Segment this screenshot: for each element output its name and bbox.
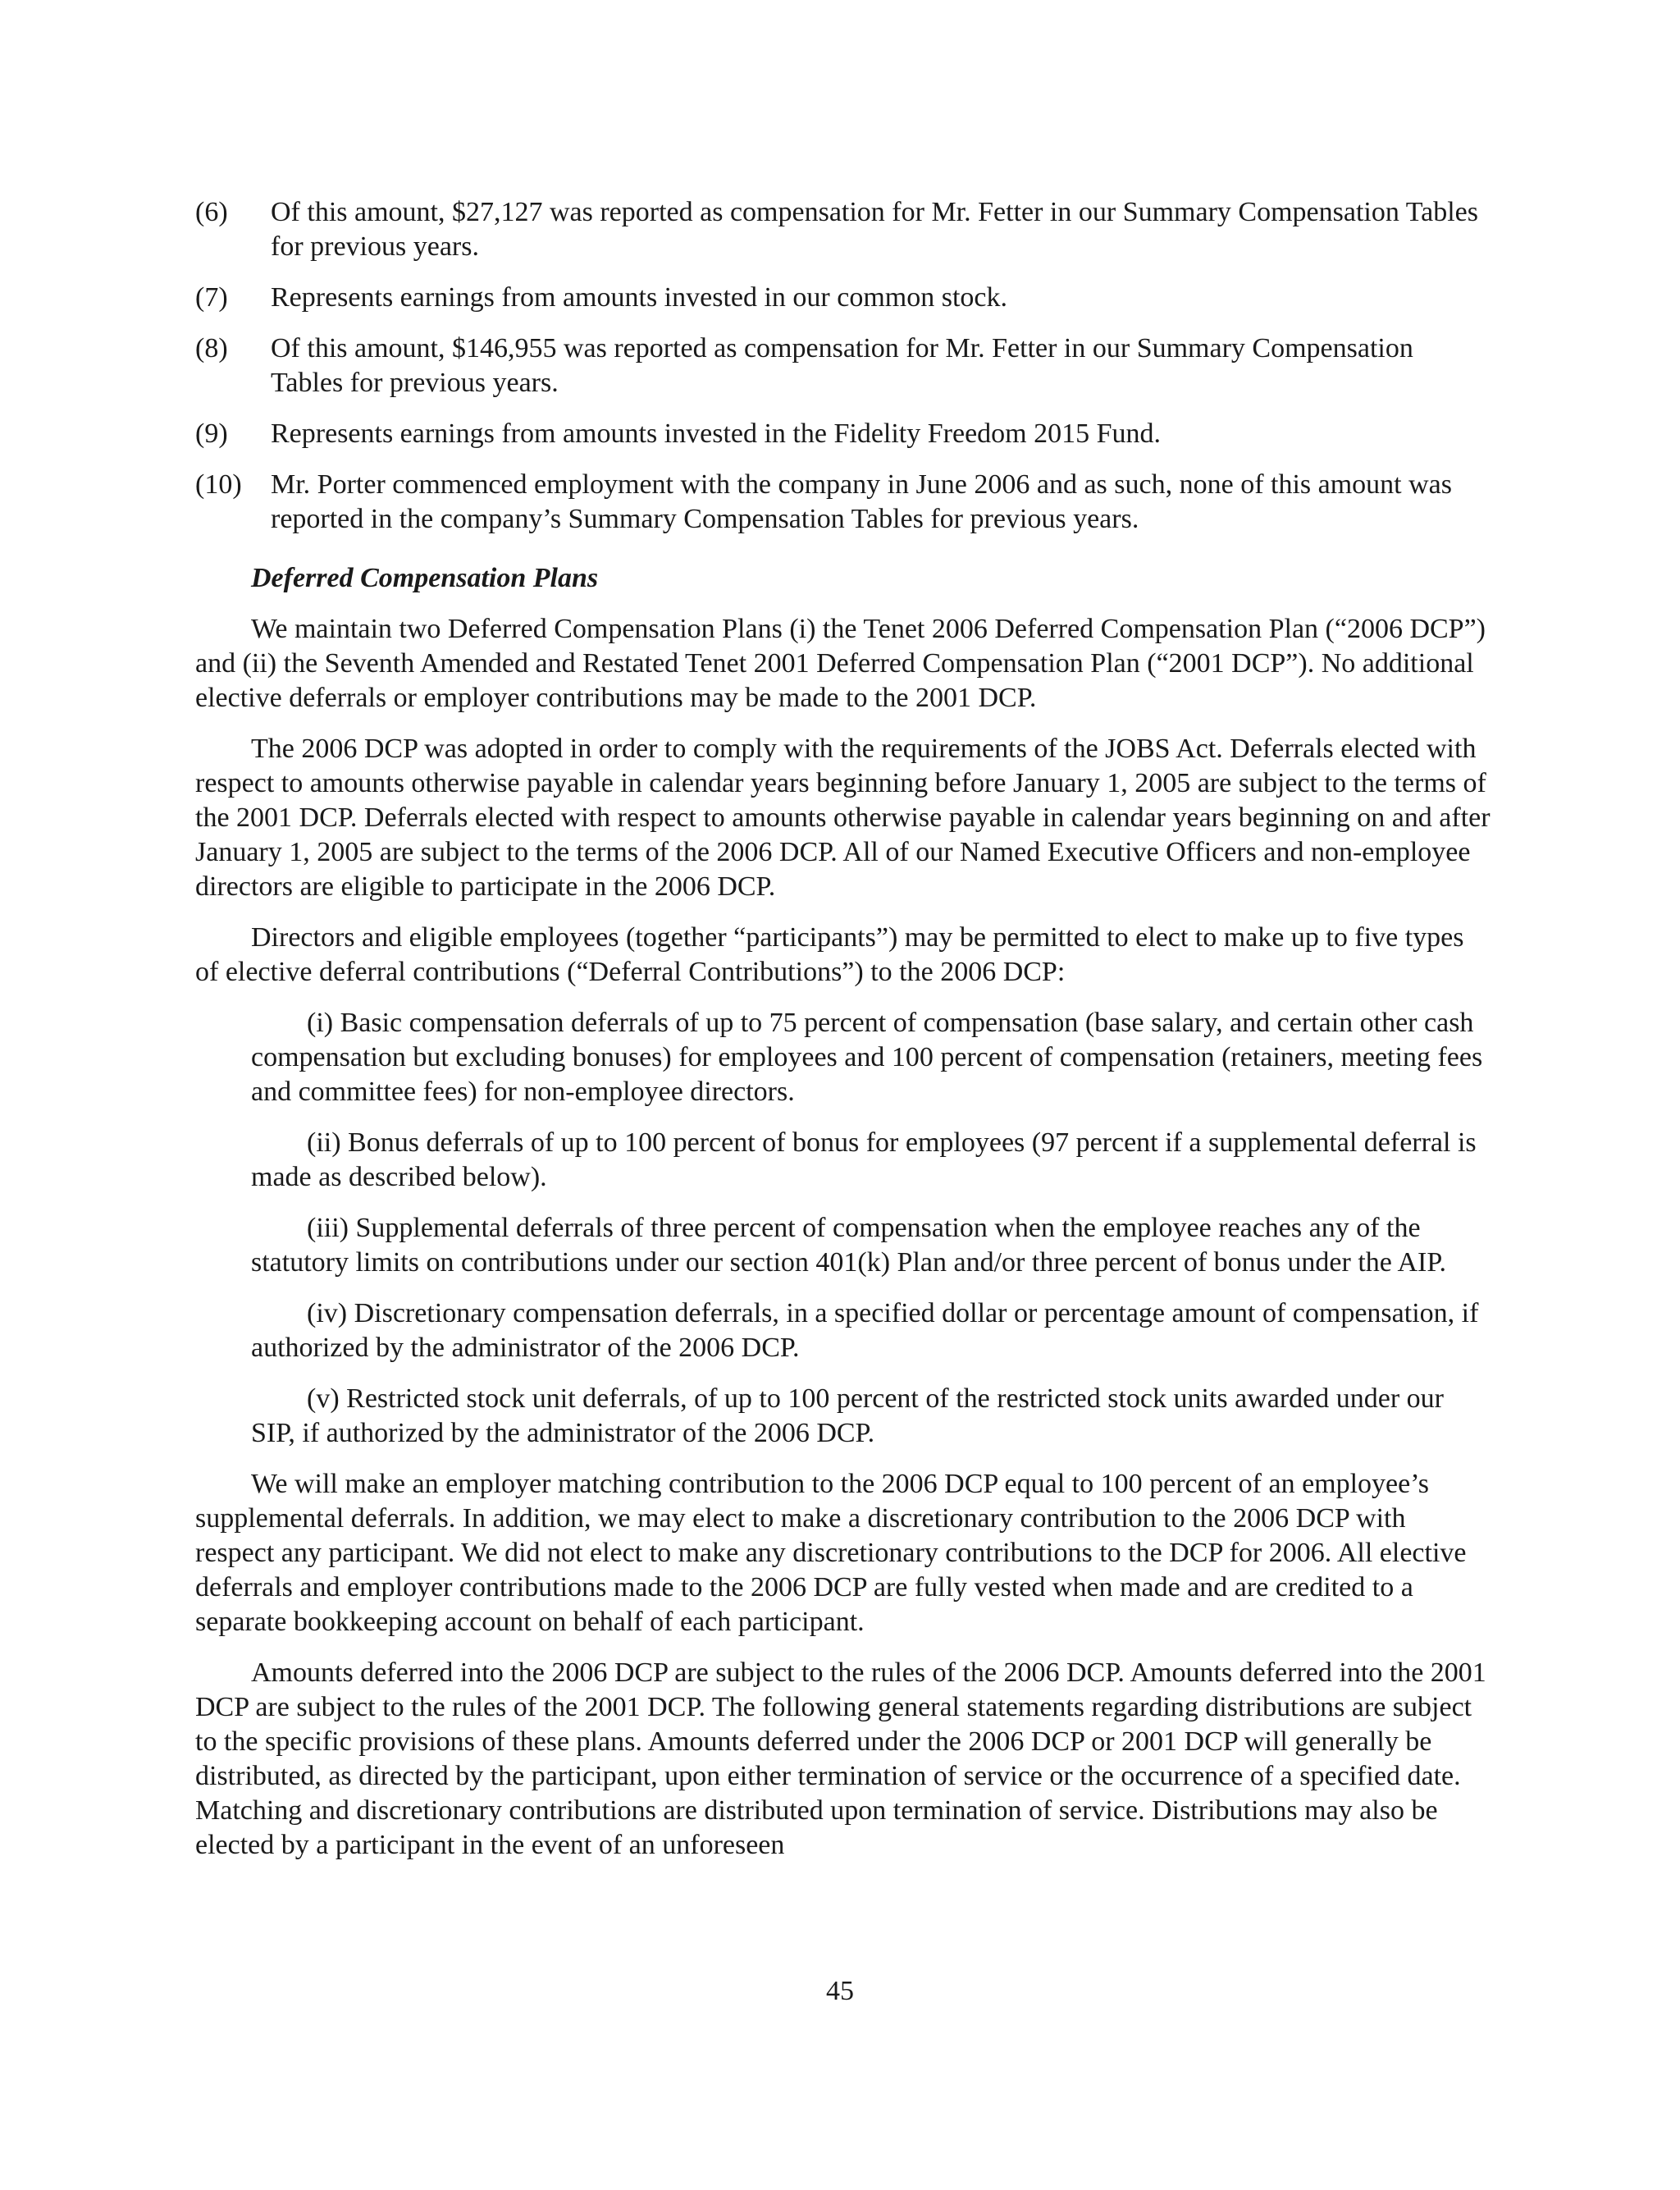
footnote bbox=[195, 331, 1491, 400]
list-item: (i) Basic compensation deferrals of up to 75 percent of compensation (base salary, and certain other cash compensation but excluding bonuses) for employees and 100 percent of compensation (retainers, meeting fees and committee fees) for non-employee directors. bbox=[251, 1008, 1483, 1107]
paragraph: Directors and eligible employees (together “participants”) may be permitted to elect to make up to five types of elective deferral contributions (“Deferral Contributions”) to the 2006 DCP: bbox=[195, 922, 1464, 987]
paragraph: The 2006 DCP was adopted in order to comply with the requirements of the JOBS Act. Deferrals elected with respect to amounts otherwise payable in calendar years beginning before January 1, 2005 are subject to the terms of the 2001 DCP. Deferrals elected with respect to amounts otherwise payable in calendar years beginning on and after January 1, 2005 are subject to the terms of the 2006 DCP. All of our Named Executive Officers and non-employee directors are eligible to participate in the 2006 DCP. bbox=[195, 734, 1491, 902]
footnote-number: (7) bbox=[195, 282, 228, 313]
footnote bbox=[195, 195, 1491, 264]
footnote-number: (10) bbox=[195, 469, 242, 500]
footnote-number: (8) bbox=[195, 333, 228, 363]
section-heading: Deferred Compensation Plans bbox=[251, 563, 599, 593]
list-item: (iv) Discretionary compensation deferrals, in a specified dollar or percentage amount of compensation, if authorized by the administrator of the 2006 DCP. bbox=[251, 1298, 1479, 1363]
footnote bbox=[195, 468, 1491, 537]
footnote-number: (6) bbox=[195, 197, 228, 227]
footnote bbox=[195, 281, 1491, 315]
footnote bbox=[195, 417, 1491, 451]
document-page bbox=[195, 195, 1491, 1879]
list-item: (v) Restricted stock unit deferrals, of up to 100 percent of the restricted stock units awarded under our SIP, if authorized by the administrator of the 2006 DCP. bbox=[251, 1383, 1444, 1448]
page-number: 45 bbox=[826, 1976, 854, 2006]
footnote-text: Of this amount, $27,127 was reported as compensation for Mr. Fetter in our Summary Compensation Tables for previous years. bbox=[271, 197, 1478, 262]
paragraph: We maintain two Deferred Compensation Plans (i) the Tenet 2006 Deferred Compensation Plan (“2006 DCP”) and (ii) the Seventh Amended and Restated Tenet 2001 Deferred Compensation Plan (“2001 DCP”). No additional elective deferrals or employer contributions may be made to the 2001 DCP. bbox=[195, 614, 1486, 713]
footnote-number: (9) bbox=[195, 418, 228, 449]
paragraph: Amounts deferred into the 2006 DCP are subject to the rules of the 2006 DCP. Amounts deferred into the 2001 DCP are subject to the rules of the 2001 DCP. The following general statements regarding distributions are subject to the specific provisions of these plans. Amounts deferred under the 2006 DCP or 2001 DCP will generally be distributed, as directed by the participant, upon either termination of service or the occurrence of a specified date. Matching and discretionary contributions are distributed upon termination of service. Distributions may also be elected by a participant in the event of an unforeseen bbox=[195, 1657, 1486, 1860]
footnote-text: Mr. Porter commenced employment with the company in June 2006 and as such, none of this amount was reported in the company’s Summary Compensation Tables for previous years. bbox=[271, 469, 1453, 534]
list-item: (iii) Supplemental deferrals of three percent of compensation when the employee reaches any of the statutory limits on contributions under our section 401(k) Plan and/or three percent of bonus under the AIP. bbox=[251, 1213, 1447, 1278]
footnote-text: Of this amount, $146,955 was reported as compensation for Mr. Fetter in our Summary Compensation Tables for previous years. bbox=[271, 333, 1413, 398]
footnote-text: Represents earnings from amounts invested in our common stock. bbox=[271, 282, 1007, 313]
list-item: (ii) Bonus deferrals of up to 100 percent of bonus for employees (97 percent if a supplemental deferral is made as described below). bbox=[251, 1127, 1477, 1192]
paragraph: We will make an employer matching contribution to the 2006 DCP equal to 100 percent of an employee’s supplemental deferrals. In addition, we may elect to make a discretionary contribution to the 2006 DCP with respect any participant. We did not elect to make any discretionary contributions to the DCP for 2006. All elective deferrals and employer contributions made to the 2006 DCP are fully vested when made and are credited to a separate bookkeeping account on behalf of each participant. bbox=[195, 1469, 1467, 1637]
footnote-text: Represents earnings from amounts invested in the Fidelity Freedom 2015 Fund. bbox=[271, 418, 1162, 449]
